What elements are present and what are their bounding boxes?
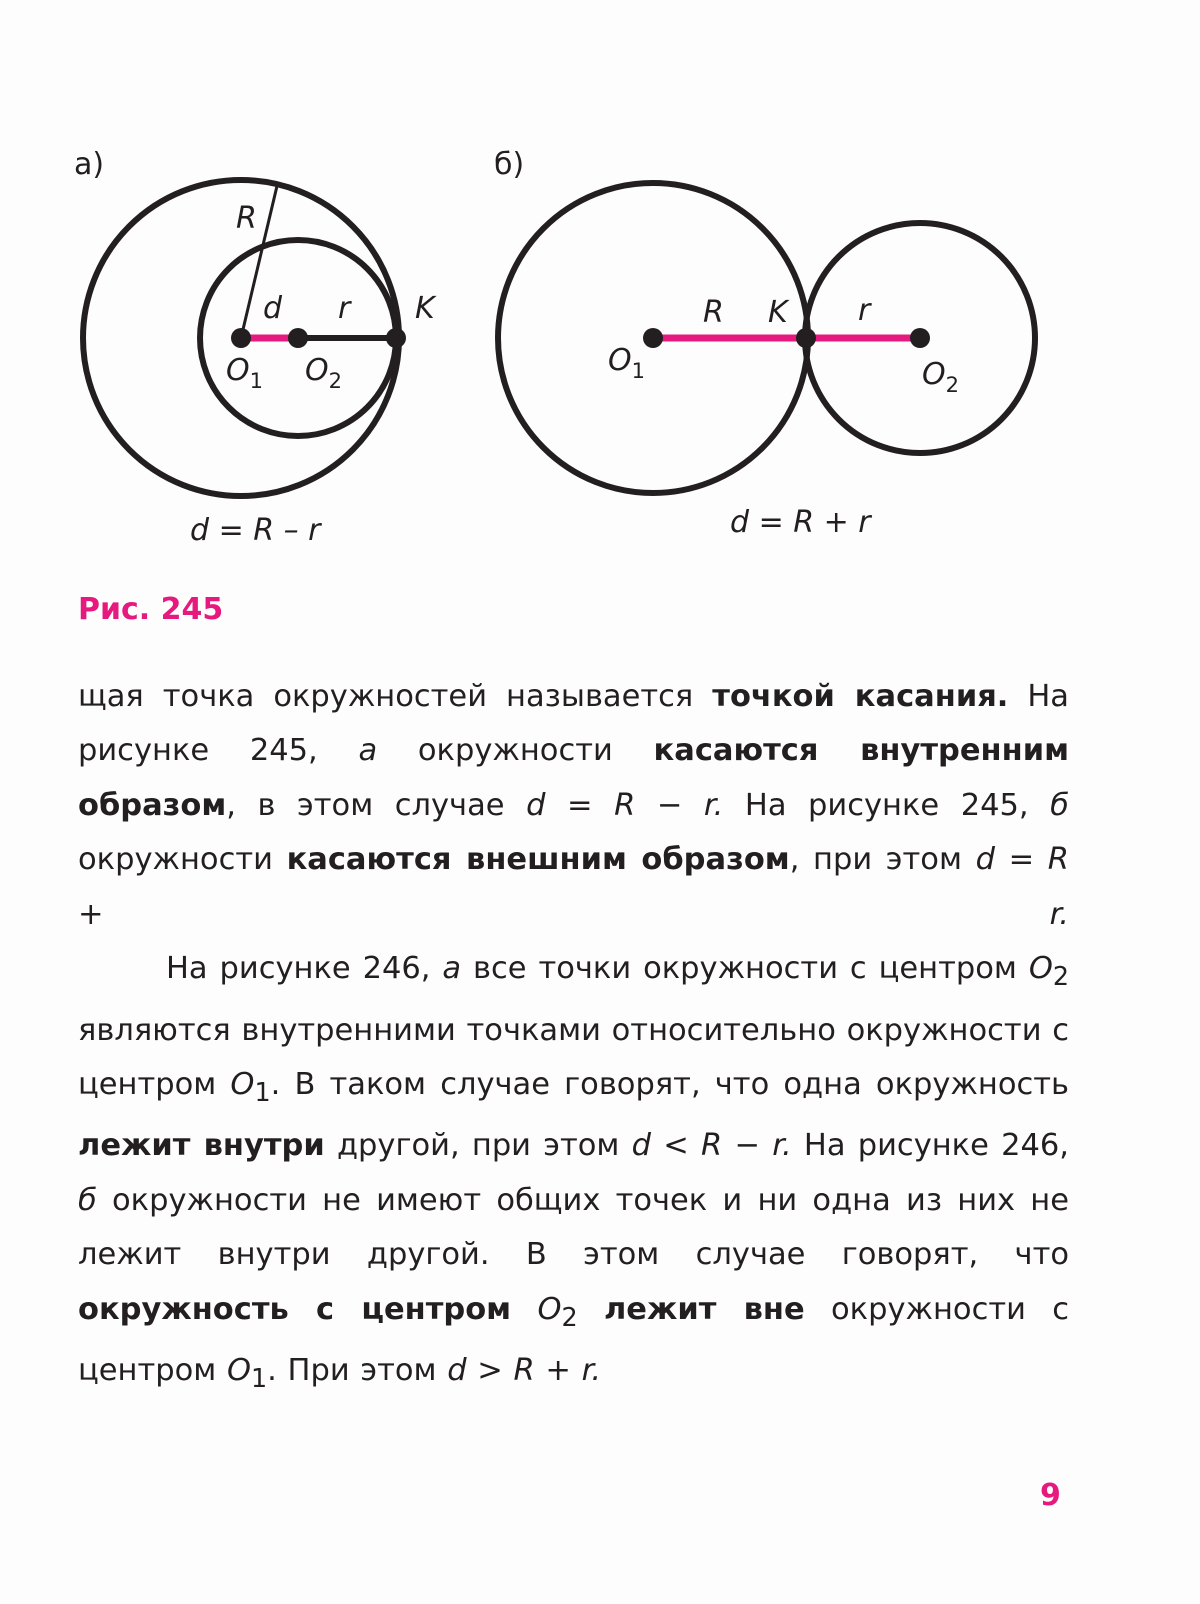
term-circle-with-center: окружность с центром xyxy=(78,1291,512,1327)
label-r-b: r xyxy=(858,293,871,328)
symbol-O: O xyxy=(230,1066,255,1102)
text-run: , при этом xyxy=(789,842,976,878)
label-R-b: R xyxy=(703,295,724,330)
formula-inline: d < R − r. xyxy=(631,1128,792,1164)
subscript: 1 xyxy=(250,1363,268,1394)
text-run: На рисунке 245, xyxy=(78,679,1070,769)
ref-letter: б xyxy=(1050,787,1069,823)
label-d-a: d xyxy=(263,291,283,326)
paragraph-1 xyxy=(78,670,1069,942)
text-run: , в этом случае xyxy=(226,787,527,823)
label-O1-b: $O_1$ xyxy=(608,343,645,383)
term-lies-inside: лежит внутри xyxy=(78,1128,325,1164)
term-internal-tangency: касаются внутренним образом xyxy=(78,733,1069,823)
panel-a xyxy=(74,147,437,548)
panel-a-label: а) xyxy=(74,147,105,182)
point-K-a xyxy=(386,328,406,348)
ref-letter: а xyxy=(358,733,378,769)
label-r-a: r xyxy=(338,291,351,326)
formula-inline: d > R + r. xyxy=(447,1353,602,1389)
text-run: другой, при этом xyxy=(324,1128,632,1164)
subscript: 2 xyxy=(1052,961,1069,992)
label-K-b: K xyxy=(768,295,788,330)
label-K-a: K xyxy=(415,291,435,326)
point-K-b xyxy=(796,328,816,348)
point-O1-b xyxy=(643,328,663,348)
subscript: 1 xyxy=(254,1077,271,1108)
text-run: щая точка окружностей называется xyxy=(78,679,713,714)
formula-a: d = R – r xyxy=(190,513,321,548)
symbol-O: O xyxy=(537,1291,562,1327)
panel-b xyxy=(494,147,1035,540)
text-run: все точки окружности с центром xyxy=(461,951,1029,987)
subscript: 2 xyxy=(561,1301,578,1332)
text-run: . В таком случае говорят, что одна окружность xyxy=(270,1066,1069,1102)
text-run xyxy=(511,1292,537,1327)
formula-inline: d = R − r. xyxy=(526,787,724,823)
label-O1-a: $O_1$ xyxy=(226,353,263,393)
text-run: На рисунке 246, xyxy=(791,1128,1070,1164)
label-O2-b: $O_2$ xyxy=(922,357,959,397)
text-run: окружности с центром xyxy=(78,1291,1070,1389)
text-run: окружности xyxy=(78,842,287,878)
figure-245 xyxy=(0,0,1200,600)
text-run xyxy=(578,1292,604,1327)
label-R-a: R xyxy=(236,201,257,236)
point-O2-b xyxy=(910,328,930,348)
text-run: окружности не имеют общих точек и ни одна из них не лежит внутри другой. В этом случае говорят, что xyxy=(78,1182,1069,1273)
label-O2-a: $O_2$ xyxy=(305,353,342,393)
term-lies-outside: лежит вне xyxy=(603,1291,805,1327)
ref-letter: а xyxy=(442,951,462,987)
text-run: . При этом xyxy=(267,1353,448,1389)
symbol-O: O xyxy=(226,1353,251,1389)
body-text xyxy=(78,670,1069,1406)
point-O2-a xyxy=(288,328,308,348)
ref-letter: б xyxy=(78,1182,97,1218)
page-number: 9 xyxy=(1040,1478,1061,1513)
text-run: На рисунке 245, xyxy=(723,787,1051,823)
formula-inline: d = R + r. xyxy=(78,842,1069,932)
text-run: окружности xyxy=(377,733,654,769)
symbol-O: O xyxy=(1028,951,1053,987)
figure-caption: Рис. 245 xyxy=(78,592,224,627)
text-run: являются внутренними точками относительно окружности с центром xyxy=(78,1012,1069,1102)
formula-b: d = R + r xyxy=(730,505,871,540)
point-O1-a xyxy=(231,328,251,348)
text-run: На рисунке 246, xyxy=(166,951,443,987)
paragraph-2 xyxy=(78,942,1069,1406)
term-tangent-point: точкой касания. xyxy=(712,679,1009,714)
term-external-tangency: касаются внешним образом xyxy=(286,842,790,878)
panel-b-label: б) xyxy=(494,147,525,182)
